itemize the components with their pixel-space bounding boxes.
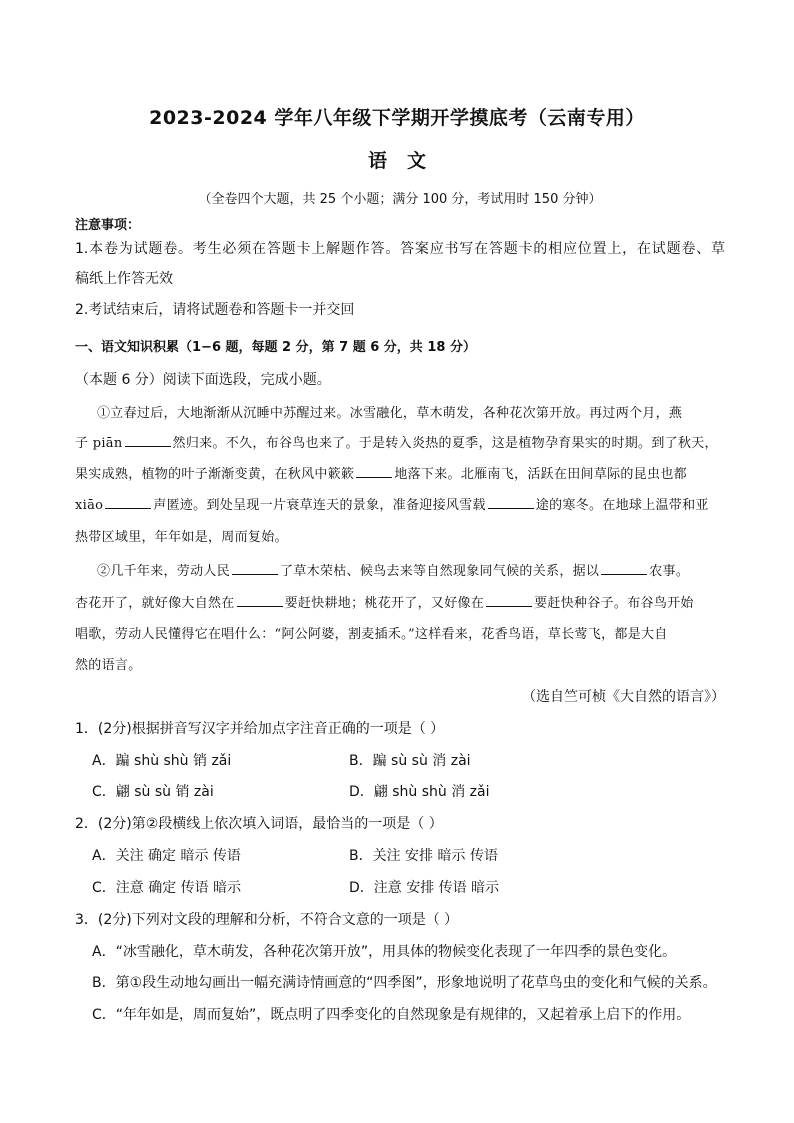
question-stem: 1．(2分)根据拼音写汉字并给加点字注音正确的一项是（ ） bbox=[75, 721, 445, 737]
option-d: D．翩 shù shù 消 zǎi bbox=[349, 784, 490, 800]
passage-source: （选自竺可桢《大自然的语言》） bbox=[522, 689, 725, 705]
notice-item: 稿纸上作答无效 bbox=[75, 271, 173, 287]
option-c: C．注意 确定 传语 暗示 bbox=[92, 880, 242, 896]
passage-line: xiāo 声匿迹。到处呈现一片衰草连天的景象，准备迎接风雪载 途的寒冬。在地球上温带和亚 bbox=[75, 498, 709, 513]
passage-line: 热带区域里，年年如是，周而复始。 bbox=[75, 530, 288, 545]
exam-title: 2023-2024 学年八年级下学期开学摸底考（云南专用） bbox=[149, 107, 645, 129]
exam-meta: （全卷四个大题，共 25 个小题；满分 100 分，考试用时 150 分钟） bbox=[198, 192, 602, 207]
option-b: B．关注 安排 暗示 传语 bbox=[349, 848, 498, 864]
section-intro: （本题 6 分）阅读下面选段，完成小题。 bbox=[75, 372, 331, 388]
passage-line: 杏花开了，就好像大自然在 要赶快耕地；桃花开了，又好像在 要赶快种谷子。布谷鸟开始 bbox=[75, 596, 694, 611]
passage-line: 子 piān 然归来。不久，布谷鸟也来了。于是转入炎热的夏季，这是植物孕育果实的时期。到了秋天， bbox=[75, 436, 718, 451]
option-a: A．蹁 shù shù 销 zǎi bbox=[92, 753, 232, 769]
question-stem: 3．(2分)下列对文段的理解和分析，不符合文意的一项是（ ） bbox=[75, 912, 459, 928]
notice-heading: 注意事项： bbox=[75, 218, 141, 233]
subject-title bbox=[0, 146, 794, 173]
fill-blank bbox=[232, 562, 278, 575]
notice-item: 1.本卷为试题卷。考生必须在答题卡上解题作答。答案应书写在答题卡的相应位置上，在试题卷、草 bbox=[75, 241, 725, 257]
option-b: B．第①段生动地勾画出一幅充满诗情画意的“四季图”，形象地说明了花草鸟虫的变化和气候的关系。 bbox=[92, 975, 717, 991]
fill-blank bbox=[105, 496, 151, 509]
option-c: C．“年年如是，周而复始”，既点明了四季变化的自然现象是有规律的，又起着承上启下的作用。 bbox=[92, 1007, 691, 1023]
subject-char-2: 文 bbox=[407, 150, 427, 172]
option-c: C．翩 sù sù 销 zài bbox=[92, 784, 214, 800]
passage-line: 然的语言。 bbox=[75, 658, 142, 673]
fill-blank bbox=[488, 496, 534, 509]
option-a: A．“冰雪融化，草木萌发，各种花次第开放”，用具体的物候变化表现了一年四季的景色变化。 bbox=[92, 944, 677, 960]
passage-line: 果实成熟，植物的叶子渐渐变黄，在秋风中簌簌 地落下来。北雁南飞，活跃在田间草际的昆虫也都 bbox=[75, 467, 687, 482]
fill-blank bbox=[601, 562, 647, 575]
fill-blank bbox=[237, 594, 283, 607]
option-d: D．注意 安排 传语 暗示 bbox=[349, 880, 500, 896]
passage-line: ①立春过后，大地渐渐从沉睡中苏醒过来。冰雪融化，草木萌发，各种花次第开放。再过两个月，燕 bbox=[97, 406, 683, 421]
option-b: B．蹁 sù sù 消 zài bbox=[349, 753, 471, 769]
fill-blank bbox=[356, 465, 392, 478]
question-stem: 2．(2分)第②段横线上依次填入词语，最恰当的一项是（ ） bbox=[75, 816, 443, 832]
subject-char-1: 语 bbox=[367, 150, 387, 172]
fill-blank bbox=[125, 434, 171, 447]
notice-item: 2.考试结束后，请将试题卷和答题卡一并交回 bbox=[75, 302, 355, 318]
passage-line: 唱歌，劳动人民懂得它在唱什么：“阿公阿婆，割麦插禾。”这样看来，花香鸟语，草长莺飞，都是大自 bbox=[75, 627, 668, 642]
passage-line: ②几千年来，劳动人民 了草木荣枯、候鸟去来等自然现象同气候的关系，据以 农事。 bbox=[97, 564, 690, 579]
fill-blank bbox=[486, 594, 532, 607]
option-a: A．关注 确定 暗示 传语 bbox=[92, 848, 241, 864]
section-heading: 一、语文知识积累（1−6 题，每题 2 分，第 7 题 6 分，共 18 分） bbox=[75, 340, 476, 355]
